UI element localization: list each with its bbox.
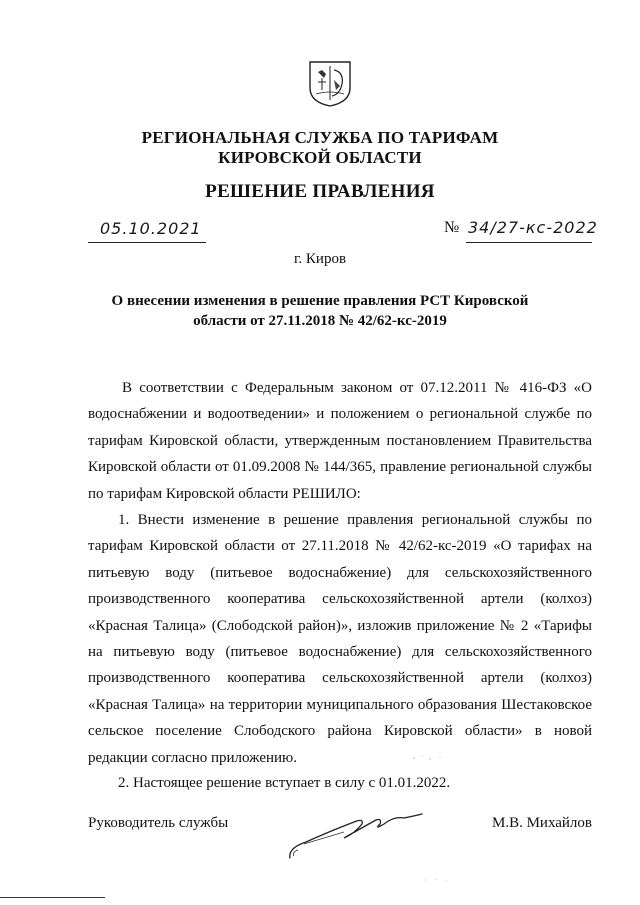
- number-sign: №: [444, 219, 460, 236]
- document-number: 34/27-кс-2022: [468, 218, 598, 237]
- document-subject: О внесении изменения в решение правления РСТ Кировской области от 27.11.2018 № 42/62-кс-2019: [111, 293, 529, 329]
- decision-item-1: 1. Внести изменение в решение правления региональной службы по тарифам Кировской области от 27.11.2018 № 42/62-кс-2019 «О тарифах на питьевую воду (питьевое водоснабжение) для сельскохозяйственного производственного кооператива сельскохозяйственной артели (колхоз) «Красная Талица» (Слободской район)», изложив приложение № 2 «Тарифы на питьевую воду (питьевое водоснабжение) для сельскохозяйственного производственного кооператива сельскохозяйственной артели (колхоз) «Красная Талица» на территории муниципального образования Шестаковское сельское поселение Слободского района Кировской области» в новой редакции согласно приложению.: [88, 512, 592, 766]
- handwritten-signature: [284, 808, 434, 863]
- preamble-paragraph: В соответствии с Федеральным законом от 07.12.2011 № 416-ФЗ «О водоснабжении и водоотведении» и положением о региональной службе по тарифам Кировской области, утвержденным постановлением Правительства Кировской области от 01.09.2008 № 144/365, правление региональной службы по тарифам Кировской области РЕШИЛО:: [88, 380, 592, 502]
- scan-specks: [410, 752, 450, 764]
- signatory-title: Руководитель службы: [88, 815, 229, 831]
- org-name-line1: РЕГИОНАЛЬНАЯ СЛУЖБА ПО ТАРИФАМ: [141, 128, 499, 147]
- scan-specks: [420, 876, 460, 884]
- decision-item-2: 2. Настоящее решение вступает в силу с 01.01.2022.: [118, 775, 451, 791]
- document-date: 05.10.2021: [100, 219, 202, 238]
- city: г. Киров: [293, 251, 347, 267]
- org-name-line2: КИРОВСКОЙ ОБЛАСТИ: [218, 148, 422, 167]
- document-title: РЕШЕНИЕ ПРАВЛЕНИЯ: [205, 181, 435, 202]
- coat-of-arms-icon: [304, 60, 356, 108]
- signatory-name: М.В. Михайлов: [491, 815, 592, 831]
- footer-rule: [0, 897, 105, 898]
